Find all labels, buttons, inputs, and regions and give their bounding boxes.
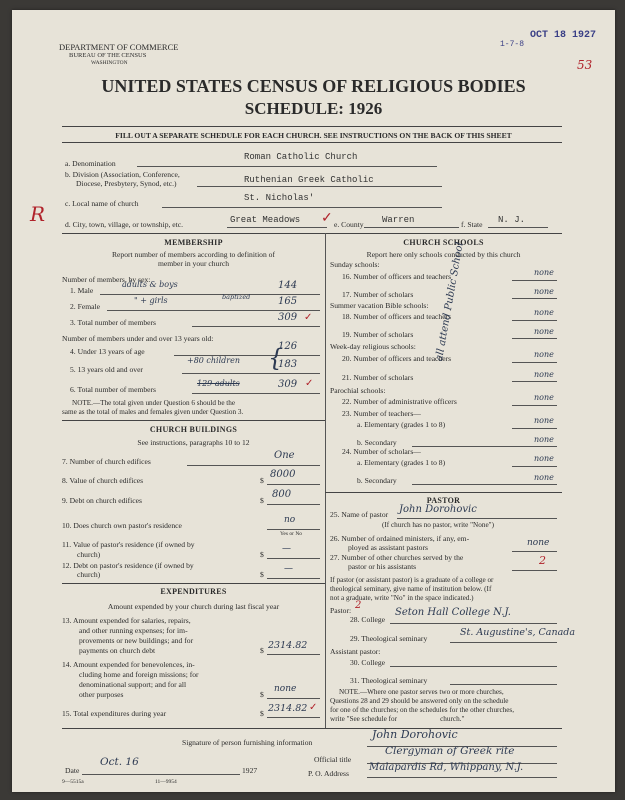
sunday-schools: Sunday schools: bbox=[330, 260, 380, 269]
local-name-field[interactable]: St. Nicholas' bbox=[244, 193, 315, 203]
pastor-note-2: Questions 28 and 29 should be answered only on the schedule bbox=[330, 697, 509, 705]
q2-label: 2. Female bbox=[70, 302, 100, 311]
graduate-note-1: If pastor (or assistant pastor) is a graduate of a college or bbox=[330, 576, 494, 584]
q25-label: 25. Name of pastor bbox=[330, 510, 389, 519]
q6-note: 129 adults bbox=[197, 379, 240, 388]
q1-note: adults & boys bbox=[122, 280, 178, 289]
q24b-label: b. Secondary bbox=[357, 476, 397, 485]
q4-label: 4. Under 13 years of age bbox=[70, 347, 145, 356]
q11-value[interactable]: — bbox=[282, 544, 291, 554]
q31-label: 31. Theological seminary bbox=[350, 676, 428, 685]
county-label: e. County bbox=[334, 220, 364, 229]
q10-label: 10. Does church own pastor's residence bbox=[62, 521, 182, 530]
q29-label: 29. Theological seminary bbox=[350, 634, 428, 643]
q2-extra: baptized bbox=[222, 293, 251, 301]
q25-value[interactable]: John Dorohovic bbox=[399, 504, 477, 515]
division-label-2: Diocese, Presbytery, Synod, etc.) bbox=[76, 179, 177, 188]
q29-value[interactable]: St. Augustine's, Canada bbox=[460, 627, 576, 638]
state-field[interactable]: N. J. bbox=[498, 215, 526, 225]
membership-title: MEMBERSHIP bbox=[164, 238, 223, 247]
q1-value[interactable]: 144 bbox=[278, 280, 298, 291]
graduate-note-3: not a graduate, write "No" in the space indicated.) bbox=[330, 594, 474, 602]
assistant-pastor-label: Assistant pastor: bbox=[330, 647, 381, 656]
city-label: d. City, town, village, or township, etc. bbox=[65, 220, 184, 229]
q8-label: 8. Value of church edifices bbox=[62, 476, 144, 485]
q28-value[interactable]: Seton Hall College N.J. bbox=[395, 607, 511, 618]
signature-value[interactable]: John Dorohovic bbox=[372, 728, 458, 741]
q14-label-1: 14. Amount expended for benevolences, in- bbox=[62, 660, 195, 669]
q7-label: 7. Number of church edifices bbox=[62, 457, 151, 466]
q23-label: 23. Number of teachers— bbox=[342, 409, 421, 418]
q14-value[interactable]: none bbox=[274, 684, 297, 694]
form-code-1: 9—5515a bbox=[62, 779, 84, 785]
q23a-value[interactable]: none bbox=[534, 416, 554, 425]
schools-sub: Report here only schools conducted by this church bbox=[366, 250, 521, 259]
q11-dollar: $ bbox=[260, 550, 264, 559]
q10-value[interactable]: no bbox=[284, 515, 296, 525]
state-label: f. State bbox=[461, 220, 483, 229]
pastor-title: PASTOR bbox=[426, 496, 461, 505]
q25-hint: (If church has no pastor, write "None") bbox=[382, 521, 494, 529]
q24a-label: a. Elementary (grades 1 to 8) bbox=[357, 458, 446, 467]
membership-note-2: same as the total of males and females given under Question 3. bbox=[62, 408, 244, 416]
q15-value[interactable]: 2314.82 bbox=[268, 703, 308, 714]
q23b-value[interactable]: none bbox=[534, 435, 554, 444]
q13-label-1: 13. Amount expended for salaries, repairs, bbox=[62, 616, 191, 625]
q21-label: 21. Number of scholars bbox=[342, 373, 414, 382]
pastor-note-1: NOTE.—Where one pastor serves two or more churches, bbox=[339, 688, 504, 696]
q14-label-3: denominational support; and for all bbox=[79, 680, 187, 689]
q13-label-4: payments on church debt bbox=[79, 646, 156, 655]
q3-check-mark: ✓ bbox=[304, 312, 313, 323]
q11-label-2: church) bbox=[77, 550, 101, 559]
stamp-code: 1-7-8 bbox=[500, 40, 525, 49]
q2-note: " + girls bbox=[134, 296, 168, 305]
city-name: WASHINGTON bbox=[91, 60, 128, 66]
pastor-label: Pastor: bbox=[330, 606, 352, 615]
membership-sub-2: member in your church bbox=[157, 259, 230, 268]
q5-note: +80 children bbox=[187, 356, 241, 365]
pastor-note-3: for one of the churches; on the schedules for the other churches, bbox=[330, 706, 515, 714]
address-value[interactable]: Malapardis Rd, Whippany, N.J. bbox=[369, 762, 524, 773]
q18-label: 18. Number of officers and teachers bbox=[342, 312, 452, 321]
pastor-note-4: write "See schedule for church." bbox=[330, 715, 465, 723]
date-value[interactable]: Oct. 16 bbox=[100, 756, 139, 768]
q16-label: 16. Number of officers and teachers bbox=[342, 272, 452, 281]
form-instruction: FILL OUT A SEPARATE SCHEDULE FOR EACH CHURCH. SEE INSTRUCTIONS ON THE BACK OF THIS SHEET bbox=[115, 131, 512, 140]
q17-value[interactable]: none bbox=[534, 287, 554, 296]
q14-label-4: other purposes bbox=[79, 690, 124, 699]
county-field[interactable]: Warren bbox=[382, 215, 415, 225]
q26-value[interactable]: none bbox=[527, 538, 550, 548]
q24a-value[interactable]: none bbox=[534, 454, 554, 463]
stamp-number: 53 bbox=[577, 58, 593, 72]
q30-label: 30. College bbox=[350, 658, 386, 667]
q21-value[interactable]: none bbox=[534, 370, 554, 379]
q15-label: 15. Total expenditures during year bbox=[62, 709, 167, 718]
form-title: UNITED STATES CENSUS OF RELIGIOUS BODIES bbox=[101, 76, 526, 96]
q13-dollar: $ bbox=[260, 646, 264, 655]
denomination-field[interactable]: Roman Catholic Church bbox=[244, 152, 358, 162]
department-name: DEPARTMENT OF COMMERCE bbox=[59, 42, 179, 52]
q9-value[interactable]: 800 bbox=[272, 489, 292, 500]
signature-label: Signature of person furnishing information bbox=[182, 738, 313, 747]
q28-label: 28. College bbox=[350, 615, 386, 624]
q9-dollar: $ bbox=[260, 496, 264, 505]
q26-label-2: ployed as assistant pastors bbox=[348, 543, 428, 552]
bureau-name: BUREAU OF THE CENSUS bbox=[69, 52, 147, 59]
weekday-schools: Week-day religious schools: bbox=[330, 342, 416, 351]
q6-label: 6. Total number of members bbox=[70, 385, 157, 394]
q20-value[interactable]: none bbox=[534, 350, 554, 359]
q16-value[interactable]: none bbox=[534, 268, 554, 277]
q8-value[interactable]: 8000 bbox=[270, 469, 296, 480]
summer-schools: Summer vacation Bible schools: bbox=[330, 301, 429, 310]
date-label: Date bbox=[65, 766, 80, 775]
q8-dollar: $ bbox=[260, 476, 264, 485]
red-check-mark: ✓ bbox=[321, 211, 333, 226]
q6-value[interactable]: 309 bbox=[278, 379, 298, 390]
buildings-sub: See instructions, paragraphs 10 to 12 bbox=[137, 438, 250, 447]
pastor-number-mark: 2 bbox=[355, 600, 362, 611]
denomination-label: a. Denomination bbox=[65, 159, 116, 168]
q19-label: 19. Number of scholars bbox=[342, 330, 414, 339]
q12-label-2: church) bbox=[77, 570, 101, 579]
age-line: Number of members under and over 13 years old: bbox=[62, 334, 214, 343]
form-code-2: 11—9954 bbox=[155, 779, 177, 785]
received-date-stamp: OCT 18 1927 bbox=[530, 30, 597, 41]
q4-value[interactable]: 126 bbox=[278, 341, 298, 352]
census-form-page bbox=[12, 10, 615, 792]
q24b-value[interactable]: none bbox=[534, 473, 554, 482]
q12-label-1: 12. Debt on pastor's residence (if owned by bbox=[62, 561, 194, 570]
q22-label: 22. Number of administrative officers bbox=[342, 397, 457, 406]
q26-label-1: 26. Number of ordained ministers, if any, em- bbox=[330, 534, 470, 543]
bracket-mark: { bbox=[268, 344, 284, 372]
q10-hint: Yes or No bbox=[280, 531, 303, 537]
q6-check-mark: ✓ bbox=[305, 378, 314, 389]
membership-sub-1: Report number of members according to definition of bbox=[111, 250, 275, 259]
q7-value[interactable]: One bbox=[274, 450, 295, 461]
schedule-title: SCHEDULE: 1926 bbox=[244, 99, 383, 118]
graduate-note-2: theological seminary, give name of institution below. (If bbox=[330, 585, 492, 593]
q24-label: 24. Number of scholars— bbox=[342, 447, 421, 456]
members-by-sex: Number of members, by sex: bbox=[62, 275, 151, 284]
q2-value[interactable]: 165 bbox=[278, 296, 298, 307]
q12-value[interactable]: — bbox=[284, 564, 293, 574]
official-title-value[interactable]: Clergyman of Greek rite bbox=[385, 745, 515, 757]
r-mark: R bbox=[30, 202, 46, 226]
q3-label: 3. Total number of members bbox=[70, 318, 157, 327]
q3-value[interactable]: 309 bbox=[278, 312, 298, 323]
expenditures-sub: Amount expended by your church during last fiscal year bbox=[107, 602, 280, 611]
q15-check-mark: ✓ bbox=[309, 702, 318, 713]
buildings-title: CHURCH BUILDINGS bbox=[149, 425, 238, 434]
schools-side-note: all attend Public School bbox=[434, 241, 466, 362]
q14-dollar: $ bbox=[260, 690, 264, 699]
q23a-label: a. Elementary (grades 1 to 8) bbox=[357, 420, 446, 429]
q27-label-1: 27. Number of other churches served by the bbox=[330, 553, 464, 562]
q27-label-2: pastor or his assistants bbox=[348, 562, 417, 571]
q27-value[interactable]: 2 bbox=[539, 554, 546, 567]
q11-label-1: 11. Value of pastor's residence (if owned by bbox=[62, 540, 195, 549]
q18-value[interactable]: none bbox=[534, 308, 554, 317]
q12-dollar: $ bbox=[260, 570, 264, 579]
q13-label-2: and other running expenses; for im- bbox=[79, 626, 188, 635]
q19-value[interactable]: none bbox=[534, 327, 554, 336]
q5-label: 5. 13 years old and over bbox=[70, 365, 143, 374]
parochial-schools: Parochial schools: bbox=[330, 386, 386, 395]
membership-note-1: NOTE.—The total given under Question 6 should be the bbox=[72, 399, 236, 407]
q17-label: 17. Number of scholars bbox=[342, 290, 414, 299]
q14-label-2: cluding home and foreign missions; for bbox=[79, 670, 199, 679]
q1-label: 1. Male bbox=[70, 286, 94, 295]
q22-value[interactable]: none bbox=[534, 393, 554, 402]
q5-value[interactable]: 183 bbox=[278, 359, 298, 370]
local-name-label: c. Local name of church bbox=[65, 199, 139, 208]
q13-label-3: provements or new buildings; and for bbox=[79, 636, 194, 645]
q9-label: 9. Debt on church edifices bbox=[62, 496, 142, 505]
q20-label: 20. Number of officers and teachers bbox=[342, 354, 452, 363]
division-field[interactable]: Ruthenian Greek Catholic bbox=[244, 175, 374, 185]
city-field[interactable]: Great Meadows bbox=[230, 215, 301, 225]
address-label: P. O. Address bbox=[308, 769, 349, 778]
q15-dollar: $ bbox=[260, 709, 264, 718]
q23b-label: b. Secondary bbox=[357, 438, 397, 447]
official-title-label: Official title bbox=[314, 755, 352, 764]
division-label-1: b. Division (Association, Conference, bbox=[65, 170, 180, 179]
date-year: 1927 bbox=[242, 766, 258, 775]
schools-title: CHURCH SCHOOLS bbox=[403, 238, 484, 247]
q13-value[interactable]: 2314.82 bbox=[268, 640, 308, 651]
expenditures-title: EXPENDITURES bbox=[160, 587, 227, 596]
